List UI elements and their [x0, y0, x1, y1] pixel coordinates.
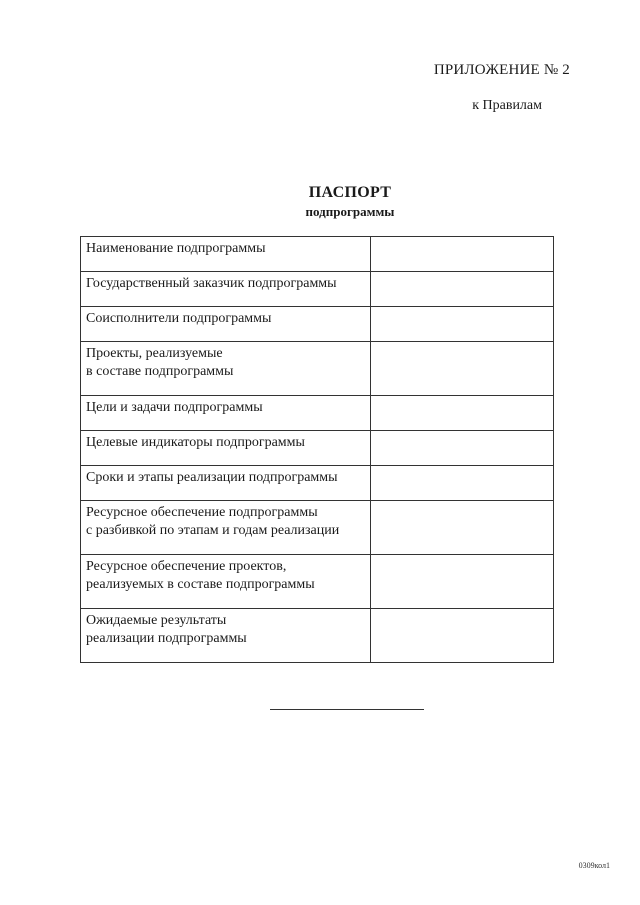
row-value-cell [371, 431, 554, 466]
row-label-line: Сроки и этапы реализации подпрограммы [86, 470, 338, 485]
row-label-line: с разбивкой по этапам и годам реализации [86, 523, 340, 538]
to-rules-label: к Правилам [472, 98, 542, 113]
row-label-line: Наименование подпрограммы [86, 241, 266, 256]
row-label-line: Цели и задачи подпрограммы [86, 400, 263, 415]
passport-table [80, 236, 554, 663]
row-value-cell [371, 307, 554, 342]
table-row [81, 342, 554, 396]
row-label-line: Государственный заказчик подпрограммы [86, 276, 337, 291]
row-value-cell [371, 342, 554, 396]
row-label-line: в составе подпрограммы [86, 364, 234, 379]
row-label-cell [81, 431, 371, 466]
row-value-cell [371, 609, 554, 663]
row-value-cell [371, 237, 554, 272]
row-label-cell [81, 501, 371, 555]
appendix-label: ПРИЛОЖЕНИЕ № 2 [433, 62, 570, 78]
row-label-cell [81, 237, 371, 272]
row-label-line: реализации подпрограммы [86, 631, 247, 646]
table-row [81, 501, 554, 555]
row-label-cell [81, 466, 371, 501]
passport-table-body [81, 237, 554, 663]
table-row [81, 555, 554, 609]
row-label-line: реализуемых в составе подпрограммы [86, 577, 315, 592]
row-label-cell [81, 272, 371, 307]
table-row [81, 307, 554, 342]
table-row [81, 609, 554, 663]
row-label-line: Ресурсное обеспечение проектов, [86, 559, 287, 574]
table-row [81, 396, 554, 431]
row-label-line: Ресурсное обеспечение подпрограммы [86, 505, 318, 520]
row-label-line: Целевые индикаторы подпрограммы [86, 435, 305, 450]
row-label-cell [81, 555, 371, 609]
row-label-line: Соисполнители подпрограммы [86, 311, 272, 326]
document-title: ПАСПОРТ [308, 184, 392, 201]
row-label-cell [81, 396, 371, 431]
row-label-line: Ожидаемые результаты [86, 613, 227, 628]
row-label-cell [81, 609, 371, 663]
document-code: 0309кол1 [578, 861, 610, 870]
table-row [81, 237, 554, 272]
closing-rule-line [270, 709, 424, 710]
document-subtitle: подпрограммы [305, 204, 395, 219]
row-value-cell [371, 272, 554, 307]
row-value-cell [371, 466, 554, 501]
row-label-cell [81, 307, 371, 342]
table-row [81, 431, 554, 466]
row-value-cell [371, 501, 554, 555]
row-label-cell [81, 342, 371, 396]
table-row [81, 272, 554, 307]
row-value-cell [371, 396, 554, 431]
row-value-cell [371, 555, 554, 609]
row-label-line: Проекты, реализуемые [86, 346, 223, 361]
table-row [81, 466, 554, 501]
